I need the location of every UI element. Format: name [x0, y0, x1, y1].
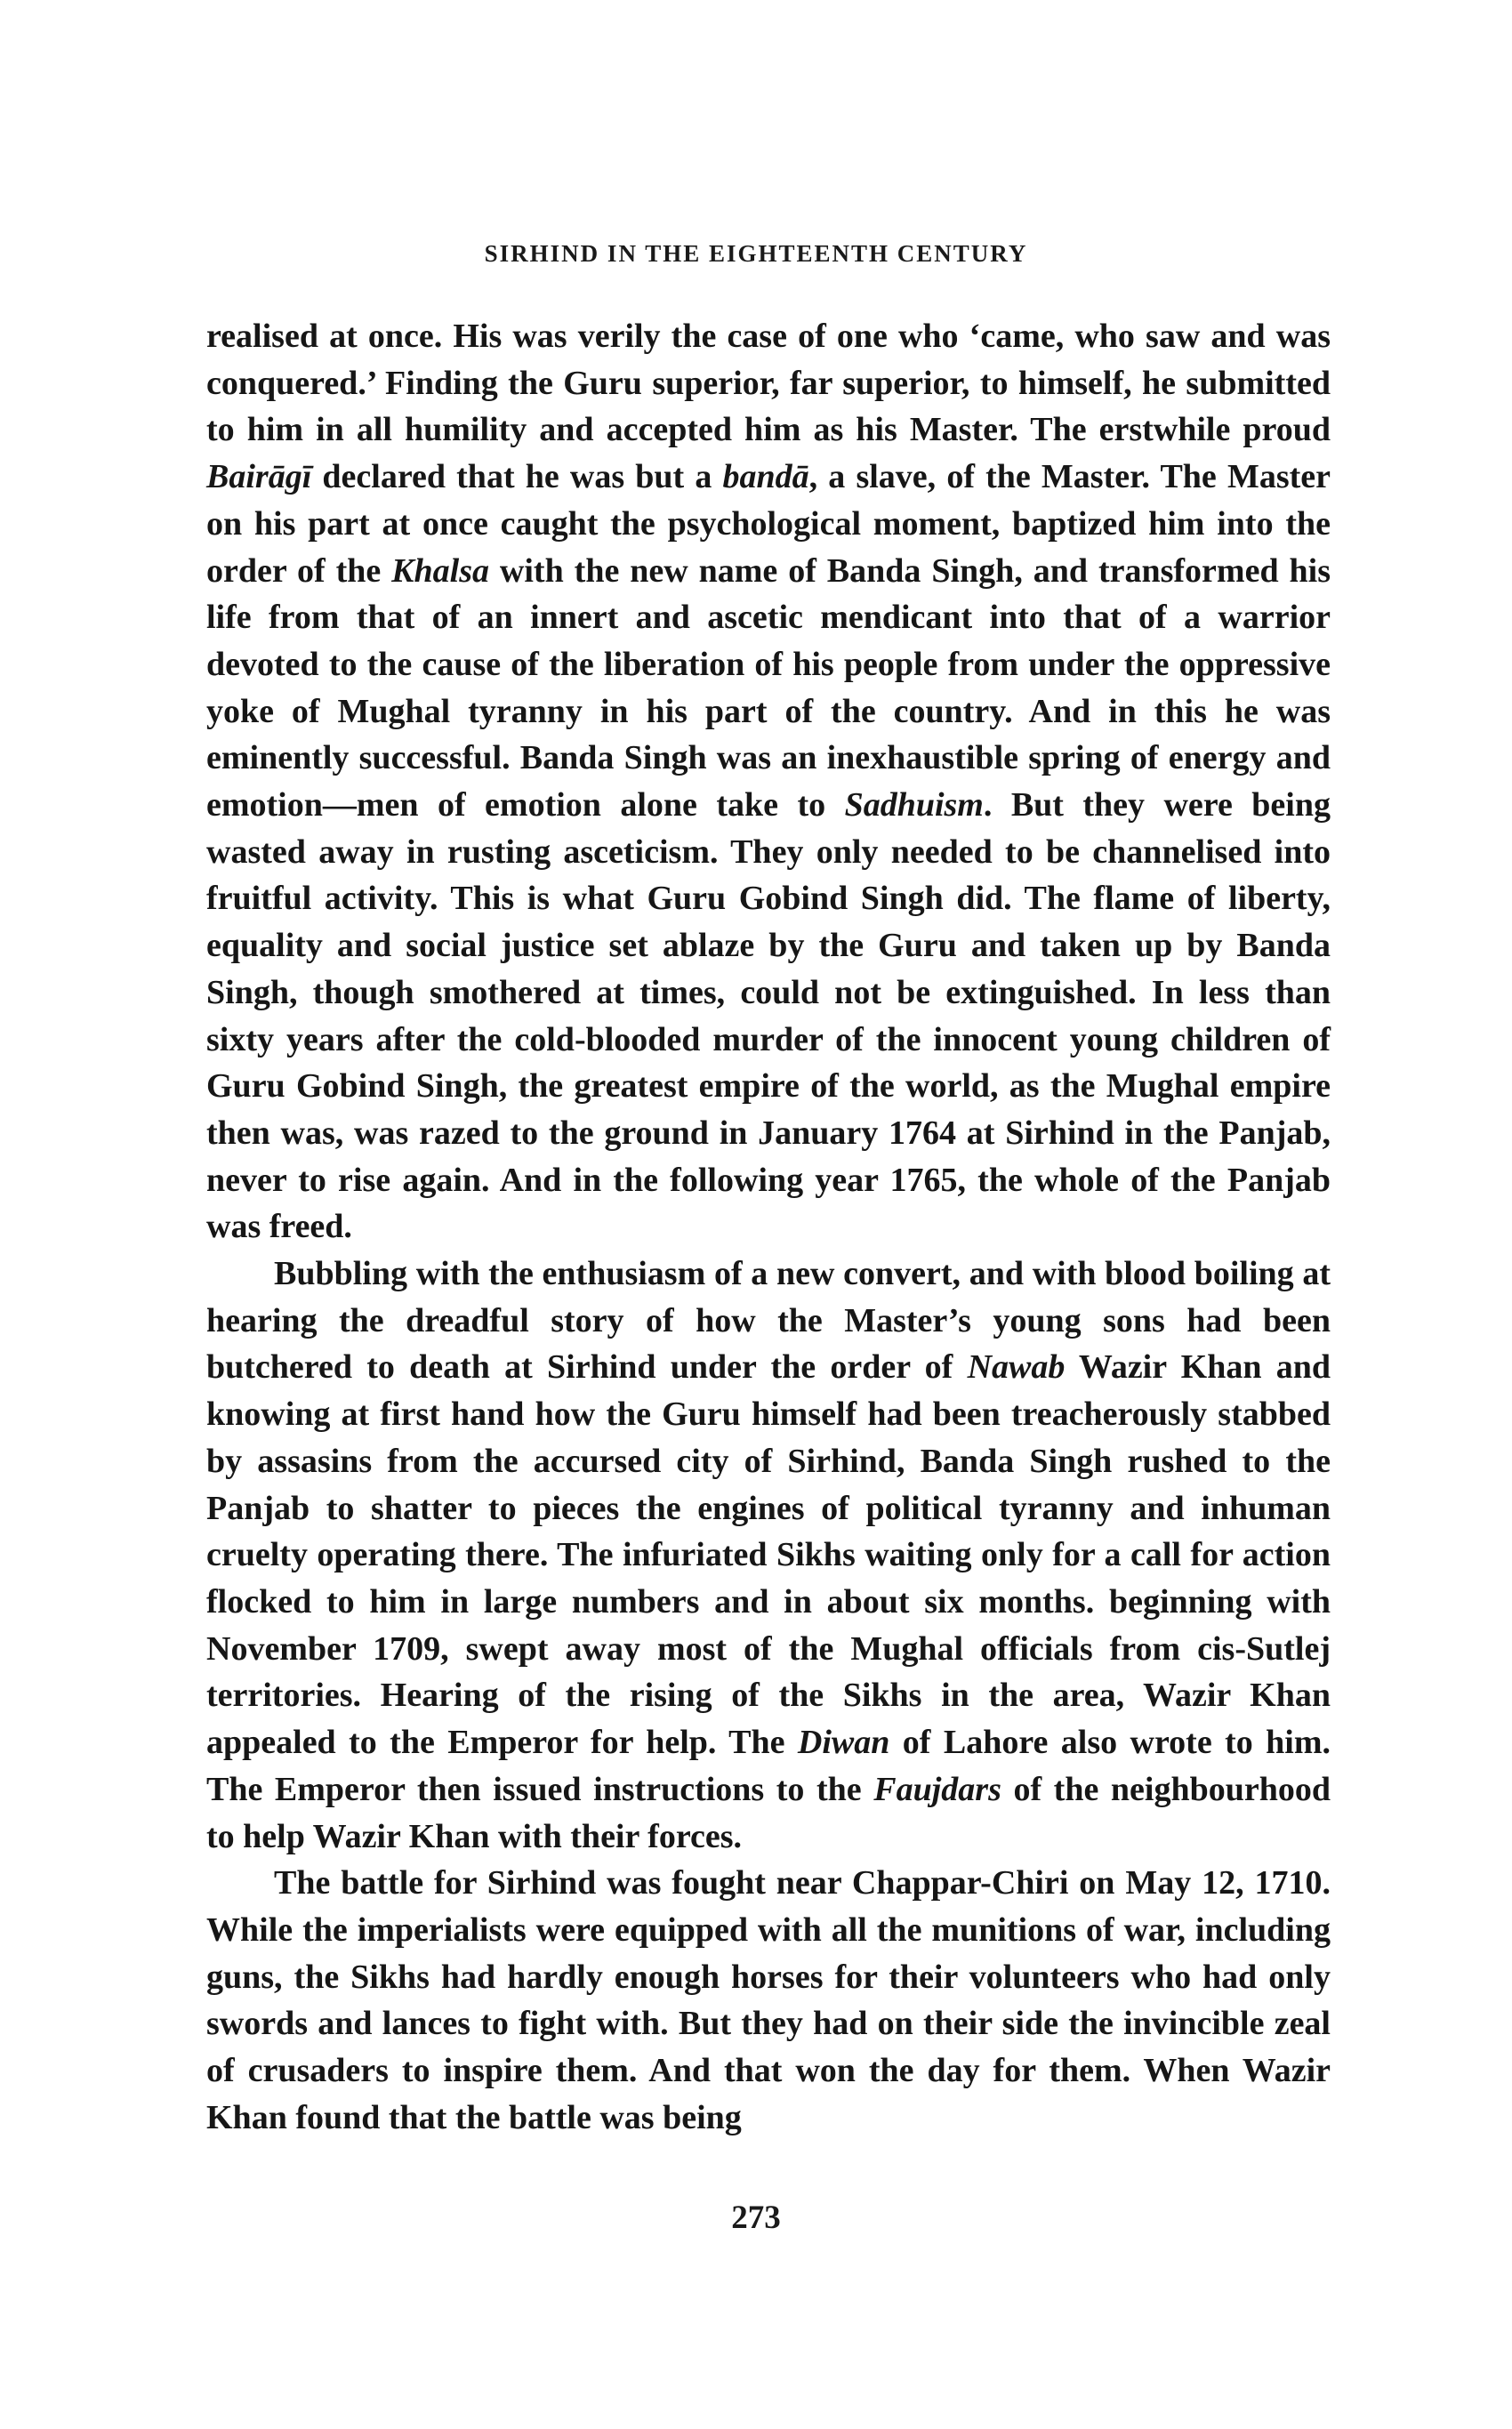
italic-term: Sadhuism: [844, 786, 984, 824]
italic-term: Diwan: [797, 1724, 890, 1762]
paragraph-3: [206, 1860, 1331, 2141]
paragraph-2: [206, 1251, 1331, 1860]
italic-term: Bairāgī: [206, 458, 312, 496]
text-segment: with the new name of Banda Singh, and transformed his life from that of an innert and ascetic mendicant into that of a warrior devoted to the cause of the liberation of his people from under the oppressive yoke of Mughal tyranny in his part of the country. And in this he was eminently successful. Banda Singh was an inexhaustible spring of energy and emotion—men of emotion alone take to: [206, 551, 1331, 824]
text-segment: . But they were being wasted away in rusting asceticism. They only needed to be channelised into fruitful activity. This is what Guru Gobind Singh did. The flame of liberty, equality and social justice set ablaze by the Guru and taken up by Banda Singh, though smothered at times, could not be extinguished. In less than sixty years after the cold-blooded murder of the innocent young children of Guru Gobind Singh, the greatest empire of the world, as the Mughal empire then was, was razed to the ground in January 1764 at Sirhind in the Panjab, never to rise again. And in the following year 1765, the whole of the Panjab was freed.: [206, 786, 1331, 1246]
italic-term: Nawab: [967, 1348, 1066, 1387]
italic-term: Faujdars: [873, 1770, 1001, 1808]
body-text: [206, 313, 1331, 2141]
text-segment: of Lahore also wrote to him. The Emperor then issued instructions to the: [206, 1724, 1331, 1808]
text-segment: declared that he was but a: [311, 458, 723, 496]
italic-term: bandā: [722, 458, 809, 496]
text-segment: Bubbling with the enthusiasm of a new convert, and with blood boiling at hearing the dreadful story of how the Master’s young sons had been butchered to death at Sirhind under the order of: [206, 1255, 1331, 1387]
text-segment: Wazir Khan and knowing at first hand how the Guru himself had been treacherously stabbed by assasins from the accursed city of Sirhind, Banda Singh rushed to the Panjab to shatter to pieces the engines of political tyranny and inhuman cruelty operating there. The infuriated Sikhs waiting only for a call for action flocked to him in large numbers and in about six months. beginning with November 1709, swept away most of the Mughal officials from cis-Sutlej territories. Hearing of the rising of the Sikhs in the area, Wazir Khan appealed to the Emperor for help. The: [206, 1348, 1331, 1762]
page-number: 273: [731, 2200, 781, 2236]
text-segment: of the neighbourhood to help Wazir Khan with their forces.: [206, 1770, 1331, 1855]
text-segment: , a slave, of the Master. The Master on his part at once caught the psychological moment, baptized him into the order of the: [206, 458, 1331, 590]
italic-term: Khalsa: [391, 551, 489, 590]
text-segment: The battle for Sirhind was fought near Chappar-Chiri on May 12, 1710. While the imperialists were equipped with all the munitions of war, including guns, the Sikhs had hardly enough horses for their volunteers who had only swords and lances to fight with. But they had on their side the invincible zeal of crusaders to inspire them. And that won the day for them. When Wazir Khan found that the battle was being: [206, 1864, 1331, 2136]
paragraph-1: [206, 313, 1331, 1251]
text-segment: realised at once. His was verily the case of one who ‘came, who saw and was conquered.’ Finding the Guru superior, far superior, to himself, he submitted to him in all humility and accepted him as his Master. The erstwhile proud: [206, 318, 1331, 449]
running-head: SIRHIND IN THE EIGHTEENTH CENTURY: [484, 240, 1028, 267]
